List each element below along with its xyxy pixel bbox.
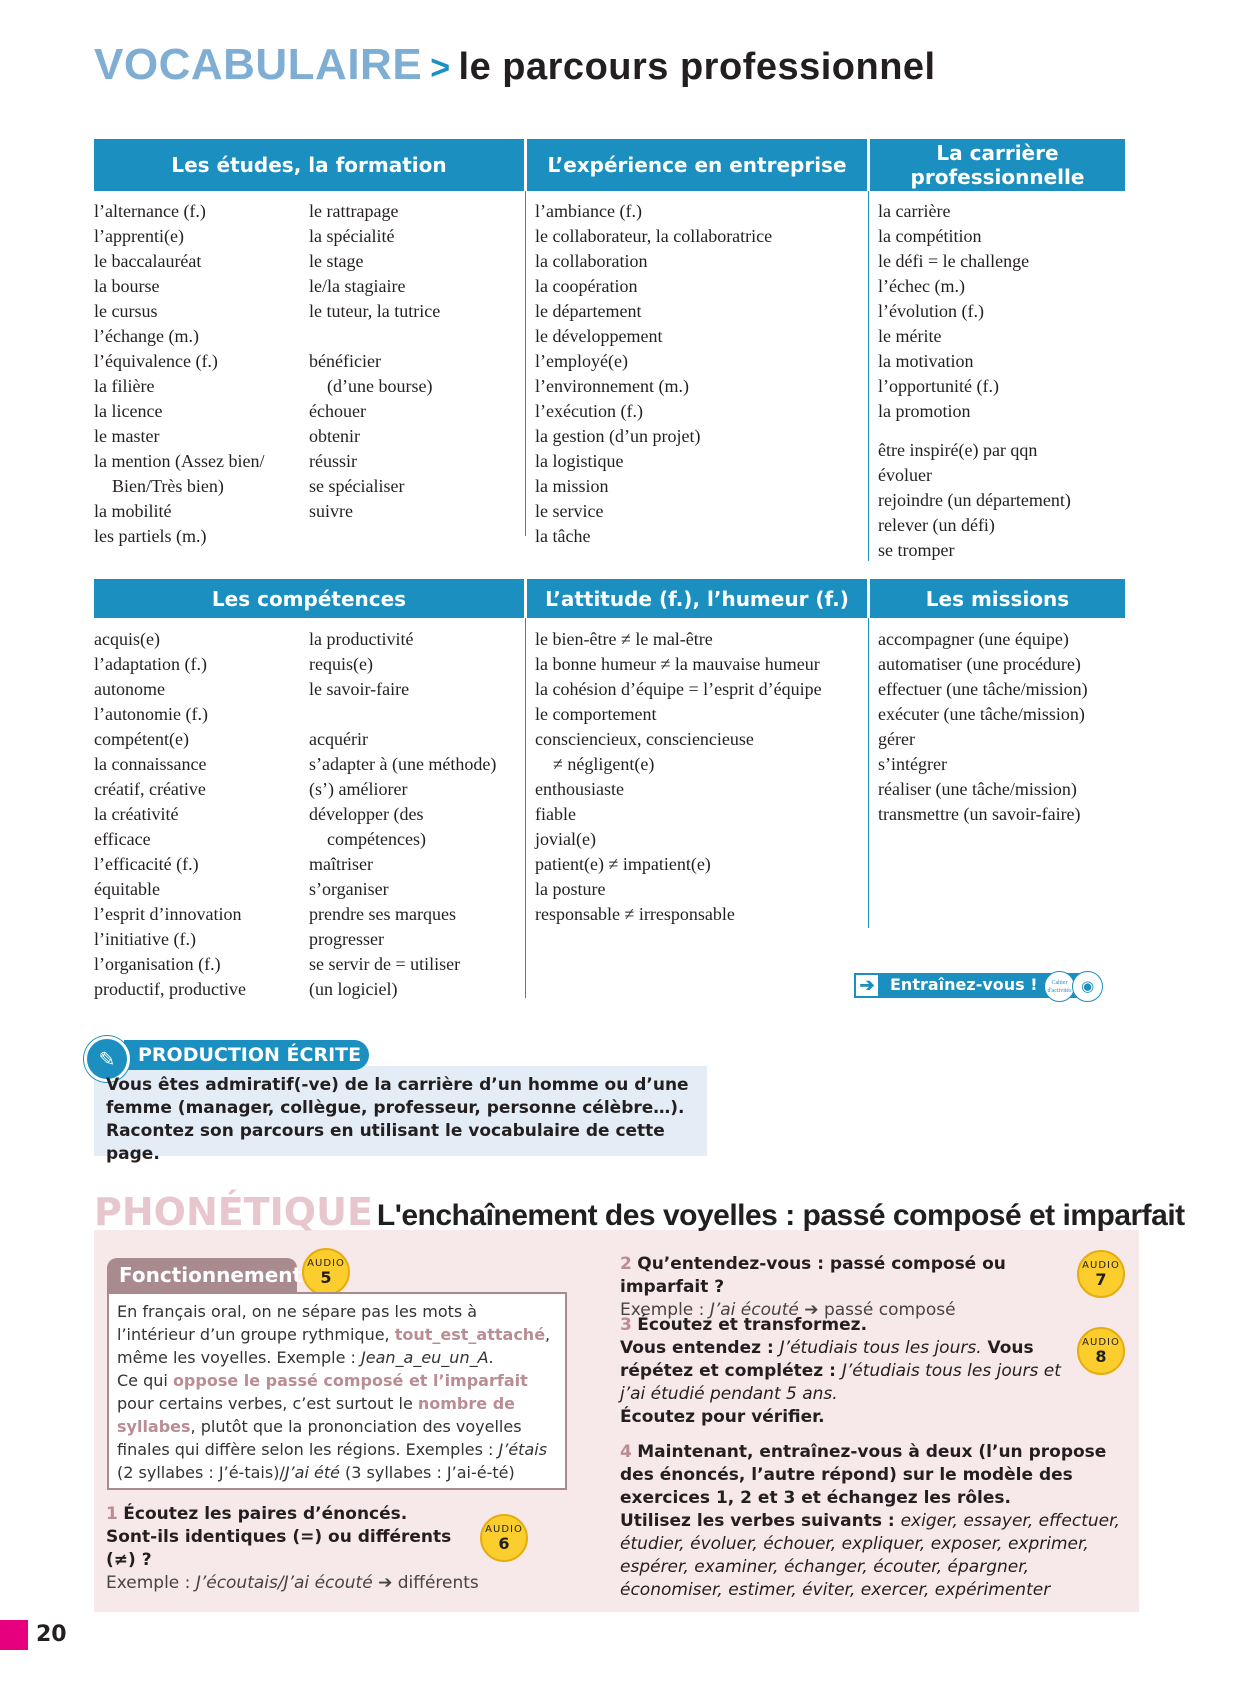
list-item: l’évolution (f.) (878, 301, 984, 321)
audio-label: AUDIO (1082, 1260, 1120, 1271)
text: Ce qui (117, 1371, 173, 1390)
phonetique-title (94, 1190, 1185, 1234)
list-item: la filière (94, 376, 155, 396)
list-item: jovial(e) (535, 829, 596, 849)
audio-badge[interactable] (480, 1514, 528, 1562)
text: (2 syllabes : J’é-tais)/ (117, 1463, 285, 1482)
list-item: transmettre (un savoir-faire) (878, 804, 1081, 824)
list-item: le master (94, 426, 160, 446)
list-item: productif, productive (94, 979, 246, 999)
list-item: la posture (535, 879, 606, 899)
list-item: la mention (Assez bien/ (94, 451, 265, 471)
list-item: créatif, créative (94, 779, 206, 799)
text: (3 syllabes : J’ai-é-té) (339, 1463, 515, 1482)
divider (868, 618, 869, 928)
highlight: nombre de syllabes (117, 1394, 515, 1436)
list-item: l’échange (m.) (94, 326, 199, 346)
list-item: s’organiser (309, 879, 389, 899)
page-number-bar (0, 1620, 28, 1650)
arrow-right-icon: ➔ (372, 1573, 398, 1593)
list-item: fiable (535, 804, 576, 824)
list-item: la coopération (535, 276, 638, 296)
etudes-list-2 (309, 199, 440, 524)
production-line: Racontez son parcours en utilisant le vocabulaire de cette page. (106, 1121, 665, 1164)
list-item: l’apprenti(e) (94, 226, 184, 246)
exercise-instruction: Maintenant, entraînez-vous à deux (l’un propose des énoncés, l’autre répond) sur le modèle des exercices 1, 2 et 3 et échangez les rôles. (620, 1442, 1107, 1508)
production-label: PRODUCTION ÉCRITE (124, 1040, 369, 1070)
attitude-list (535, 627, 822, 927)
list-item: bénéficier (309, 351, 381, 371)
audio-badge[interactable] (1077, 1327, 1125, 1375)
production-text (106, 1074, 696, 1166)
list-item: prendre ses marques (309, 904, 456, 924)
list-item: le développement (535, 326, 663, 346)
list-item: évoluer (878, 465, 932, 485)
exercise-instruction: Utilisez les verbes suivants : (620, 1511, 901, 1531)
list-item (309, 702, 496, 727)
exercise-number: 3 (620, 1315, 632, 1335)
list-item: le cursus (94, 301, 158, 321)
competences-list-2 (309, 627, 496, 1002)
audio-number: 8 (1095, 1347, 1107, 1366)
list-item: la spécialité (309, 226, 395, 246)
list-item: le savoir-faire (309, 679, 410, 699)
list-item: la cohésion d’équipe = l’esprit d’équipe (535, 679, 822, 699)
list-item: suivre (309, 501, 353, 521)
verb-list: exiger, essayer, effectuer, étudier, évoluer, échouer, expliquer, exposer, exprimer, espérer, examiner, échanger, écouter, épargner, économiser, estimer, éviter, exercer, expérimenter (620, 1511, 1120, 1600)
production-line: Vous êtes admiratif(-ve) de la carrière d’un homme ou d’une (106, 1075, 689, 1095)
list-item: le bien-être ≠ le mal-être (535, 629, 713, 649)
header-experience: L’expérience en entreprise (527, 139, 867, 191)
list-item: la bourse (94, 276, 160, 296)
list-item: développer (des (309, 804, 424, 824)
list-item: la connaissance (94, 754, 207, 774)
example-answer: différents (397, 1573, 479, 1593)
list-item: le défi = le challenge (878, 251, 1030, 271)
exercise-number: 4 (620, 1442, 632, 1462)
list-item: réaliser (une tâche/mission) (878, 779, 1077, 799)
exercise-instruction: Écoutez les paires d’énoncés. (123, 1504, 408, 1524)
text: , plutôt que la prononciation des voyelles finales qui diffère selon les régions. Exemples : (117, 1417, 522, 1459)
audio-label: AUDIO (485, 1524, 523, 1535)
list-item: le comportement (535, 704, 657, 724)
audio-badge[interactable] (302, 1248, 350, 1296)
list-item: la promotion (878, 401, 971, 421)
list-item: le collaborateur, la collaboratrice (535, 226, 773, 246)
experience-list (535, 199, 772, 549)
list-item (309, 324, 440, 349)
list-item: automatiser (une procédure) (878, 654, 1081, 674)
list-item: effectuer (une tâche/mission) (878, 679, 1088, 699)
list-item: la mission (535, 476, 609, 496)
exercise-instruction: Écoutez et transformez. (637, 1315, 868, 1335)
example-answer: passé composé (823, 1300, 956, 1320)
missions-list (878, 627, 1088, 827)
audio-label: AUDIO (1082, 1337, 1120, 1348)
example-label: Exemple : (106, 1573, 196, 1593)
exercise-2 (620, 1253, 1065, 1322)
entrainez-vous-button[interactable] (854, 971, 1124, 1000)
list-item: le mérite (878, 326, 942, 346)
text: , même les voyelles. Exemple : (117, 1325, 551, 1367)
list-item: efficace (94, 829, 151, 849)
highlight: tout_est_attaché (394, 1325, 546, 1344)
list-item: acquérir (309, 729, 368, 749)
text: pour certains verbes, c’est surtout le (117, 1394, 418, 1413)
exercise-3 (620, 1314, 1065, 1429)
page-number: 20 (36, 1622, 67, 1647)
list-item: enthousiaste (535, 779, 624, 799)
list-item: la motivation (878, 351, 974, 371)
list-item: échouer (309, 401, 366, 421)
list-item: équitable (94, 879, 160, 899)
list-item: responsable ≠ irresponsable (535, 904, 735, 924)
arrow-right-icon: ➔ (798, 1300, 824, 1320)
list-item: la compétition (878, 226, 982, 246)
list-item: se tromper (878, 540, 955, 560)
list-item: la collaboration (535, 251, 648, 271)
text: . (488, 1348, 494, 1367)
list-item: rejoindre (un département) (878, 490, 1071, 510)
list-item: progresser (309, 929, 384, 949)
header-attitude: L’attitude (f.), l’humeur (f.) (527, 579, 867, 618)
production-line: femme (manager, collègue, professeur, personne célèbre…). (106, 1098, 685, 1118)
list-item: la carrière (878, 201, 951, 221)
phonetique-subtitle: L'enchaînement des voyelles : passé composé et imparfait (376, 1199, 1185, 1232)
list-item: l’alternance (f.) (94, 201, 206, 221)
exercise-instruction: Sont-ils identiques (=) ou différents (≠) ? (106, 1527, 452, 1570)
fonctionnement-label: Fonctionnement (107, 1258, 297, 1292)
list-item: l’opportunité (f.) (878, 376, 999, 396)
list-item: Bien/Très bien) (112, 476, 224, 496)
exercise-number: 2 (620, 1254, 632, 1274)
header-missions: Les missions (870, 579, 1125, 618)
example: J’étudiais tous les jours et j’ai étudié pendant 5 ans. (620, 1361, 1061, 1404)
list-item: obtenir (309, 426, 360, 446)
audio-badge[interactable] (1077, 1250, 1125, 1298)
list-item: l’environnement (m.) (535, 376, 689, 396)
text: En français oral, on ne sépare pas les mots à l’intérieur d’un groupe rythmique, (117, 1302, 478, 1344)
divider (868, 191, 869, 561)
exercise-4 (620, 1441, 1125, 1602)
header-etudes: Les études, la formation (94, 139, 524, 191)
audio-number: 7 (1095, 1270, 1107, 1289)
list-item: la créativité (94, 804, 179, 824)
list-item: le tuteur, la tutrice (309, 301, 441, 321)
list-item: la gestion (d’un projet) (535, 426, 701, 446)
list-item: consciencieux, consciencieuse (535, 729, 754, 749)
spacer (878, 424, 1071, 438)
pencil-note-icon: ✎ (84, 1036, 130, 1082)
list-item: l’initiative (f.) (94, 929, 196, 949)
list-item: la logistique (535, 451, 624, 471)
list-item: les partiels (m.) (94, 526, 207, 546)
list-item: compétent(e) (94, 729, 189, 749)
list-item: la bonne humeur ≠ la mauvaise humeur (535, 654, 820, 674)
example: J’écoutais/J’ai écouté (195, 1573, 373, 1593)
example: Jean_a_eu_un_A (361, 1348, 489, 1367)
exercise-instruction: Vous répétez et complétez : (620, 1338, 1034, 1381)
list-item: le baccalauréat (94, 251, 202, 271)
list-item: autonome (94, 679, 165, 699)
list-item: l’esprit d’innovation (94, 904, 242, 924)
list-item: l’ambiance (f.) (535, 201, 642, 221)
list-item: la mobilité (94, 501, 172, 521)
example: J’ai écouté (709, 1300, 799, 1320)
list-item: s’adapter à (une méthode) (309, 754, 497, 774)
list-item: la licence (94, 401, 163, 421)
list-item: l’équivalence (f.) (94, 351, 218, 371)
list-item: le service (535, 501, 604, 521)
list-item: l’organisation (f.) (94, 954, 221, 974)
audio-number: 6 (498, 1534, 510, 1553)
list-item: ≠ négligent(e) (553, 754, 655, 774)
title-arrow: > (430, 49, 451, 87)
list-item: requis(e) (309, 654, 373, 674)
list-item: gérer (878, 729, 915, 749)
list-item: l’exécution (f.) (535, 401, 643, 421)
competences-list-1 (94, 627, 246, 1002)
cd-icon: ◉ (1072, 971, 1103, 1002)
title-keyword: VOCABULAIRE (94, 40, 423, 89)
exercise-1 (106, 1503, 486, 1595)
list-item: l’efficacité (f.) (94, 854, 199, 874)
divider (525, 191, 526, 536)
example-label: Exemple : (620, 1300, 710, 1320)
entrainez-label: Entraînez-vous ! (890, 975, 1038, 994)
list-item: l’autonomie (f.) (94, 704, 208, 724)
list-item: acquis(e) (94, 629, 160, 649)
list-item: le stage (309, 251, 364, 271)
list-item: relever (un défi) (878, 515, 995, 535)
list-item: patient(e) ≠ impatient(e) (535, 854, 711, 874)
list-item: être inspiré(e) par qqn (878, 440, 1038, 460)
cahier-badge: Cahier d'activités (1044, 971, 1075, 1002)
example: J’étudiais tous les jours. (779, 1338, 982, 1358)
list-item: s’intégrer (878, 754, 947, 774)
exercise-instruction: Écoutez pour vérifier. (620, 1407, 825, 1427)
audio-number: 5 (320, 1268, 332, 1287)
example: J’ai été (284, 1463, 340, 1482)
exercise-instruction: Qu’entendez-vous : passé composé ou imparfait ? (620, 1254, 1006, 1297)
list-item: l’échec (m.) (878, 276, 965, 296)
list-item: le département (535, 301, 642, 321)
list-item: la productivité (309, 629, 414, 649)
list-item: le/la stagiaire (309, 276, 406, 296)
exercise-number: 1 (106, 1504, 118, 1524)
list-item: maîtriser (309, 854, 373, 874)
header-carriere: La carrière professionnelle (870, 139, 1125, 191)
list-item: l’adaptation (f.) (94, 654, 207, 674)
list-item: réussir (309, 451, 357, 471)
list-item: la tâche (535, 526, 591, 546)
list-item: (un logiciel) (309, 979, 398, 999)
page-title (94, 40, 936, 90)
title-subtitle: le parcours professionnel (458, 46, 936, 88)
list-item: se spécialiser (309, 476, 405, 496)
list-item: se servir de = utiliser (309, 954, 461, 974)
highlight: oppose le passé composé et l’imparfait (172, 1371, 528, 1390)
example: J’étais (498, 1440, 548, 1459)
exercise-instruction: Vous entendez : (620, 1338, 780, 1358)
header-competences: Les compétences (94, 579, 524, 618)
list-item: compétences) (327, 829, 426, 849)
list-item: le rattrapage (309, 201, 399, 221)
phonetique-keyword: PHONÉTIQUE (94, 1190, 373, 1234)
arrow-right-icon: ➔ (856, 975, 878, 996)
divider (525, 618, 526, 998)
list-item: (s’) améliorer (309, 779, 408, 799)
list-item: l’employé(e) (535, 351, 628, 371)
list-item: accompagner (une équipe) (878, 629, 1069, 649)
list-item: exécuter (une tâche/mission) (878, 704, 1085, 724)
fonctionnement-box (107, 1292, 567, 1490)
etudes-list-1 (94, 199, 264, 549)
audio-label: AUDIO (307, 1258, 345, 1269)
carriere-list (878, 199, 1071, 563)
list-item: (d’une bourse) (327, 376, 433, 396)
